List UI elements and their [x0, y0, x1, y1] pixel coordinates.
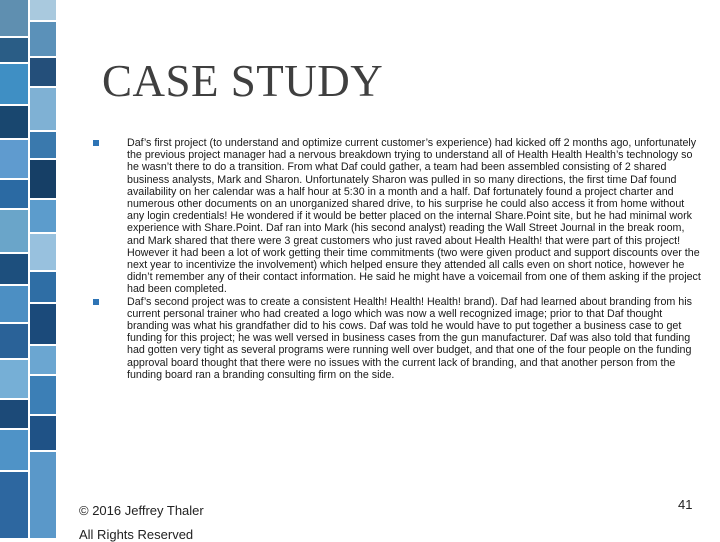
square-bullet-icon	[93, 299, 99, 305]
strip-column-left	[0, 0, 30, 540]
copyright-text: © 2016 Jeffrey Thaler	[79, 503, 204, 518]
rights-text: All Rights Reserved	[79, 527, 194, 542]
strip-block	[30, 416, 58, 452]
bullet-text: Daf’s first project (to understand and optimize current customer’s experience) had kicked off 2 months ago, unfortunately the previous project manager had a nervous breakdown trying to understand all of Health Health Health’s technology so he wasn’t there to do a transition. From what Daf could gather, a team had been assembled consisting of 2 shared business analysts, Mark and Sharon. Unfortunately Sharon was pulled in so many directions, the first time Daf found availability on her calendar was a half hour at 5:30 in a month and a half. Daf fortunately found a project charter and numerous other documents on an unorganized shared drive, to his surprise he could also access it from home without any login credentials! He wondered if it would be better placed on the internal Share.Point site, but he had minimal work experience with Share.Point. Daf ran into Mark (his second analyst) reading the Wall Street Journal in the break room, and Mark shared that there were 3 great customers who just raved about Health Health! that were part of this project! However it had been a lot of work getting their time commitments (two were given product and support discounts over the next year to incentivize the involvement) which helped ensure they attended all calls even on short notice, however he didn’t remember any of their contact information. He said he might have a voicemail from one of them asking if the project had been completed.	[127, 137, 701, 296]
strip-block	[0, 210, 30, 254]
strip-block	[0, 140, 30, 180]
strip-block	[0, 400, 30, 430]
bullet-item-2	[93, 296, 703, 381]
strip-block	[30, 58, 58, 88]
strip-block	[30, 272, 58, 304]
bullet-text: Daf’s second project was to create a consistent Health! Health! Health! brand). Daf had learned about branding from his current personal trainer who had created a logo which was now a well recognized image; prior to that Daf thought branding was what his grandfather did to his cows. Daf was told he would have to put together a business case to get funding for this project; he was well versed in business cases from the gun manufacturer. Daf was also told that funding had gotten very tight as several programs were running well over budget, and that one of the four people on the funding approval board thought that there were no issues with the current lack of branding, and that another person from the funding board ran a branding consulting firm on the side.	[127, 295, 692, 381]
strip-block	[30, 376, 58, 416]
strip-block	[30, 88, 58, 132]
strip-block	[30, 304, 58, 346]
decorative-color-strip	[0, 0, 58, 540]
strip-block	[0, 472, 30, 540]
strip-block	[30, 132, 58, 160]
strip-block	[0, 286, 30, 324]
page-number: 41	[678, 497, 693, 512]
square-bullet-icon	[93, 140, 99, 146]
strip-block	[30, 200, 58, 234]
strip-block	[0, 0, 30, 38]
strip-block	[0, 38, 30, 64]
slide-title: CASE STUDY	[102, 56, 384, 106]
strip-block	[30, 160, 58, 200]
strip-block	[0, 360, 30, 400]
strip-block	[0, 430, 30, 472]
bullet-item-1	[93, 137, 703, 296]
strip-column-right	[30, 0, 58, 540]
strip-block	[0, 106, 30, 140]
strip-block	[30, 0, 58, 22]
strip-block	[0, 254, 30, 286]
strip-block	[0, 180, 30, 210]
strip-block	[30, 346, 58, 376]
bullet-list	[93, 137, 703, 381]
strip-block	[0, 324, 30, 360]
strip-block	[30, 452, 58, 540]
strip-block	[30, 22, 58, 58]
strip-block	[30, 234, 58, 272]
strip-block	[0, 64, 30, 106]
